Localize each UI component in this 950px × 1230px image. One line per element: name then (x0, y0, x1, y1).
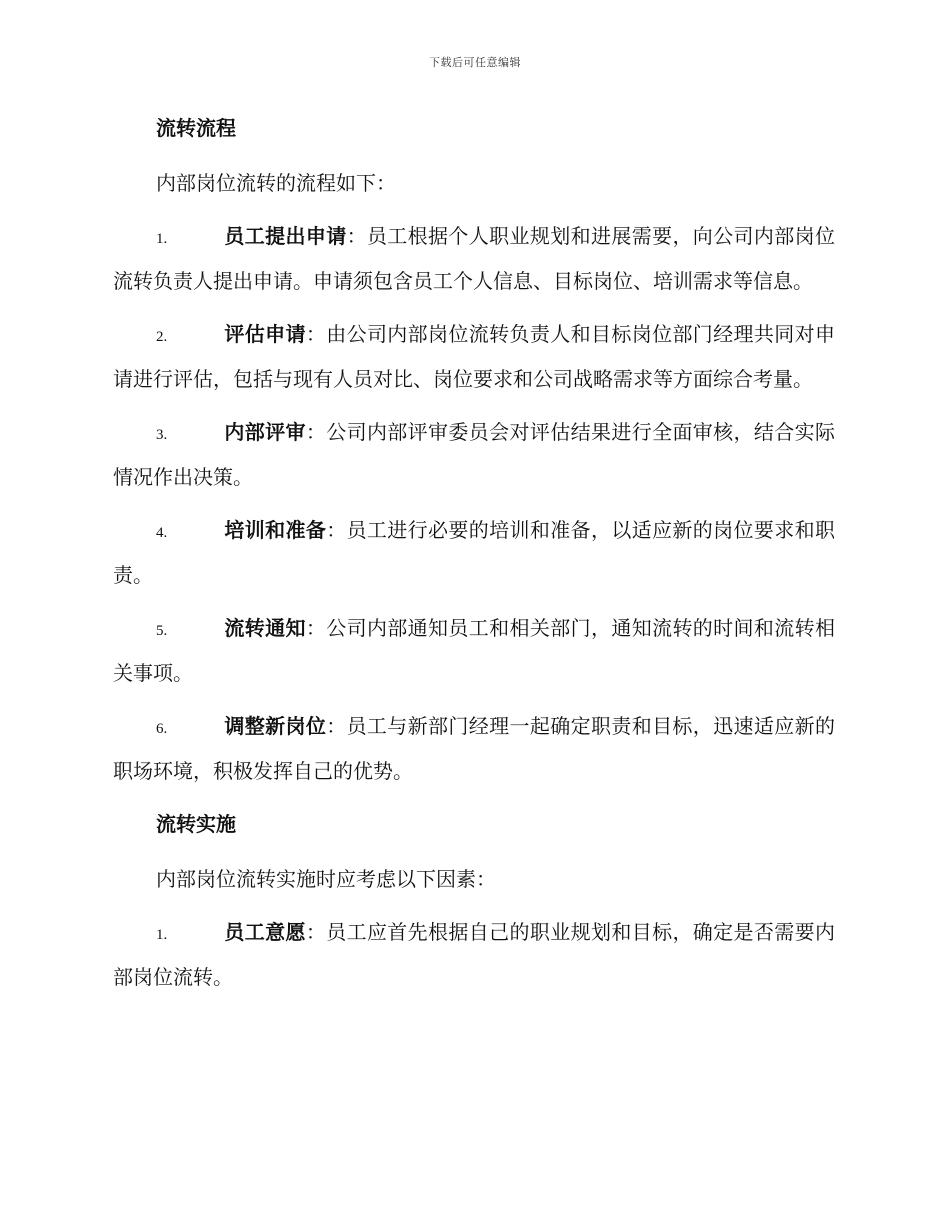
list-term: 评估申请 (224, 322, 306, 346)
section-heading: 流转实施 (156, 812, 236, 836)
list-number: 2. (156, 329, 168, 345)
list-term: 调整新岗位 (224, 714, 327, 738)
list-text: ：公司内部评审委员会对评估结果进行全面审核，结合实际情况作出决策。 (113, 420, 836, 489)
section-intro: 内部岗位流转的流程如下： (156, 171, 396, 195)
list-text: ：员工与新部门经理一起确定职责和目标，迅速适应新的职场环境，积极发挥自己的优势。 (113, 714, 836, 783)
list-text: ：员工进行必要的培训和准备，以适应新的岗位要求和职责。 (113, 518, 836, 587)
section-heading: 流转流程 (156, 116, 236, 140)
list-text: ：员工应首先根据自己的职业规划和目标，确定是否需要内部岗位流转。 (113, 920, 836, 989)
list-item (113, 608, 835, 694)
document-body (113, 108, 835, 998)
list-term: 流转通知 (224, 616, 306, 640)
section-intro: 内部岗位流转实施时应考虑以下因素： (156, 867, 496, 891)
list-item (113, 510, 835, 596)
list-term: 员工提出申请 (224, 224, 347, 248)
list-number: 1. (156, 231, 168, 247)
list-term: 员工意愿 (224, 920, 306, 944)
list-text: ：员工根据个人职业规划和进展需要，向公司内部岗位流转负责人提出申请。申请须包含员工个人信息、目标岗位、培训需求等信息。 (113, 224, 836, 293)
list-item (113, 412, 835, 498)
list-number: 5. (156, 623, 168, 639)
list-number: 3. (156, 427, 168, 443)
list-item (113, 216, 835, 302)
list-item (113, 314, 835, 400)
list-term: 内部评审 (224, 420, 306, 444)
list-item (113, 912, 835, 998)
list-number: 4. (156, 525, 168, 541)
list-text: ：由公司内部岗位流转负责人和目标岗位部门经理共同对申请进行评估，包括与现有人员对比、岗位要求和公司战略需求等方面综合考量。 (113, 322, 836, 391)
list-number: 1. (156, 927, 168, 943)
list-text: ：公司内部通知员工和相关部门，通知流转的时间和流转相关事项。 (113, 616, 836, 685)
list-term: 培训和准备 (224, 518, 327, 542)
header-note: 下载后可任意编辑 (429, 56, 521, 69)
list-item (113, 706, 835, 792)
list-number: 6. (156, 721, 168, 737)
